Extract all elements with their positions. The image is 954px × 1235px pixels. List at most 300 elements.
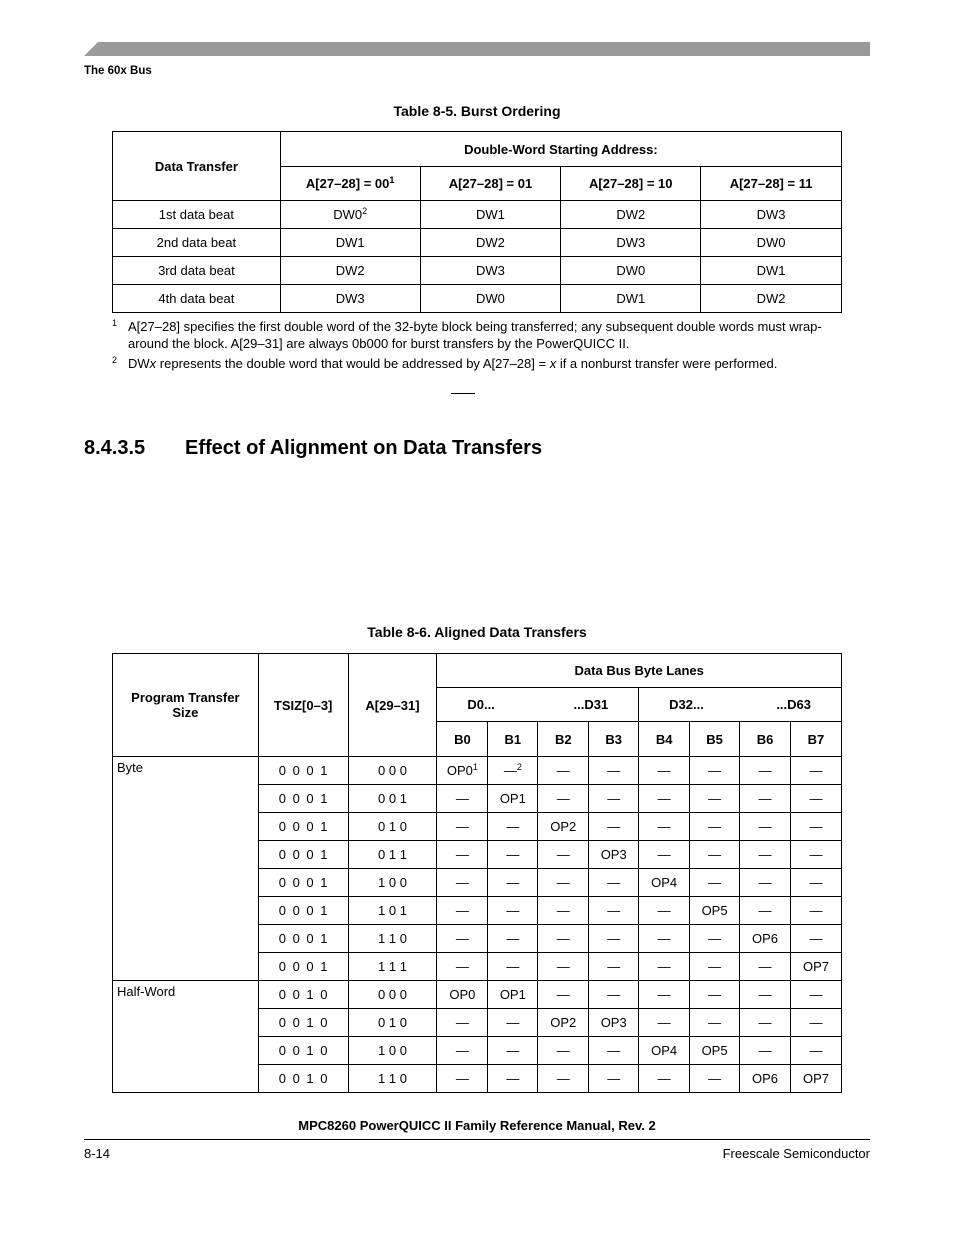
lane-cell-text: — <box>758 847 772 862</box>
lane-cell-text: — <box>607 959 621 974</box>
table-cell <box>561 257 701 285</box>
lane-cell-text: — <box>809 931 823 946</box>
lane-cell <box>488 869 538 897</box>
table-cell-text: DW1 <box>616 291 646 306</box>
lane-cell-text: OP5 <box>701 903 728 918</box>
transfer-size-label: Half-Word <box>113 981 259 1093</box>
lane-cell <box>538 1065 589 1093</box>
header-bar <box>84 42 870 56</box>
lane-cell <box>790 953 841 981</box>
tsiz-value: 0 0 0 1 <box>258 785 348 813</box>
lane-cell <box>589 813 639 841</box>
lane-cell <box>589 841 639 869</box>
burst-ordering-table <box>112 131 842 313</box>
lane-cell <box>790 897 841 925</box>
lane-cell-text: — <box>607 931 621 946</box>
lane-cell <box>740 897 791 925</box>
lane-cell <box>690 925 740 953</box>
lane-cell <box>639 869 690 897</box>
lane-cell-text: — <box>758 875 772 890</box>
lane-cell-text: — <box>809 791 823 806</box>
table-cell-text: DW0 <box>476 291 505 306</box>
byte-lane-header: B6 <box>740 722 791 757</box>
table-row <box>113 229 842 257</box>
table-cell <box>701 285 842 313</box>
lane-cell-text: — <box>809 1043 823 1058</box>
lane-cell-text: — <box>506 875 520 890</box>
table-row <box>113 285 842 313</box>
lane-cell <box>740 785 791 813</box>
lane-cell <box>538 925 589 953</box>
lane-cell <box>538 953 589 981</box>
page-number: 8-14 <box>84 1146 111 1161</box>
lane-cell <box>488 897 538 925</box>
lane-cell-text: — <box>758 959 772 974</box>
table-cell <box>561 229 701 257</box>
lane-cell <box>639 1037 690 1065</box>
lane-cell <box>639 1065 690 1093</box>
lane-cell-text: — <box>455 819 469 834</box>
lane-cell-text: — <box>607 875 621 890</box>
lane-cell <box>639 841 690 869</box>
lane-cell <box>538 841 589 869</box>
lane-cell <box>538 869 589 897</box>
lane-cell-text: — <box>455 1071 469 1086</box>
lane-cell <box>538 1037 589 1065</box>
lane-cell-text: — <box>758 763 772 778</box>
footer-divider <box>84 1139 870 1140</box>
lane-cell <box>790 1037 841 1065</box>
lane-cell <box>740 1065 791 1093</box>
footnote-ref: 1 <box>389 175 395 185</box>
table-cell <box>701 257 842 285</box>
tsiz-value: 0 0 0 1 <box>258 897 348 925</box>
address-value: 0 0 0 <box>348 981 437 1009</box>
range-end-label: ...D31 <box>573 697 609 712</box>
lane-cell <box>790 925 841 953</box>
table-cell <box>280 201 420 229</box>
tsiz-value: 0 0 0 1 <box>258 953 348 981</box>
table-cell-text: DW0 <box>333 207 363 222</box>
table-cell <box>420 257 561 285</box>
table-cell <box>420 201 561 229</box>
lane-cell-text: — <box>708 1015 722 1030</box>
footnote <box>112 318 842 352</box>
table-cell-text: DW3 <box>335 291 365 306</box>
lane-cell <box>488 841 538 869</box>
aligned-transfers-table <box>112 653 842 1093</box>
table-cell <box>280 229 420 257</box>
lane-cell-text: OP2 <box>550 819 577 834</box>
table-cell-text: DW1 <box>756 263 786 278</box>
row-label: 4th data beat <box>113 285 281 313</box>
lane-cell-text: OP2 <box>550 1015 577 1030</box>
lane-cell-text: — <box>809 819 823 834</box>
lane-cell-text: — <box>607 1071 621 1086</box>
table-cell <box>561 285 701 313</box>
table-cell <box>420 285 561 313</box>
lane-cell <box>740 925 791 953</box>
lane-cell-text: — <box>708 931 722 946</box>
lane-cell <box>538 897 589 925</box>
lane-cell-text: OP5 <box>701 1043 728 1058</box>
lane-cell <box>488 1065 538 1093</box>
lane-cell-text: — <box>809 763 823 778</box>
lane-cell <box>437 869 488 897</box>
byte-lane-header: B3 <box>589 722 639 757</box>
lane-cell-text: OP0 <box>446 763 473 778</box>
byte-lane-range-header <box>639 688 842 722</box>
address-value: 1 0 1 <box>348 897 437 925</box>
table-cell <box>420 229 561 257</box>
address-column-header-text: A[27–28] = 00 <box>305 176 390 191</box>
footnote-ref: 1 <box>472 762 478 772</box>
footer-manual-title: MPC8260 PowerQUICC II Family Reference Manual, Rev. 2 <box>298 1118 656 1133</box>
lane-cell-text: — <box>556 903 570 918</box>
lane-cell-text: OP3 <box>600 847 627 862</box>
lane-cell <box>639 813 690 841</box>
address-value: 0 0 1 <box>348 785 437 813</box>
lane-cell <box>488 813 538 841</box>
lane-cell <box>437 785 488 813</box>
lane-cell <box>639 1009 690 1037</box>
table-cell-text: DW3 <box>476 263 505 278</box>
lane-cell-text: — <box>455 1015 469 1030</box>
lane-cell <box>639 785 690 813</box>
lane-cell-text: — <box>708 1071 722 1086</box>
column-group-header: Data Bus Byte Lanes <box>437 654 842 688</box>
lane-cell-text: — <box>657 791 671 806</box>
lane-cell <box>690 813 740 841</box>
lane-cell-text: — <box>455 875 469 890</box>
lane-cell <box>639 757 690 785</box>
lane-cell-text: — <box>657 903 671 918</box>
lane-cell-text: — <box>758 987 772 1002</box>
lane-cell-text: — <box>708 875 722 890</box>
lane-cell <box>589 1009 639 1037</box>
table-cell-text: DW2 <box>616 207 646 222</box>
lane-cell-text: — <box>758 1015 772 1030</box>
lane-cell <box>790 1009 841 1037</box>
lane-cell-text: — <box>607 1043 621 1058</box>
table-cell-text: DW2 <box>756 291 786 306</box>
lane-cell-text: OP4 <box>651 875 678 890</box>
address-value: 1 1 0 <box>348 925 437 953</box>
lane-cell <box>437 925 488 953</box>
tsiz-value: 0 0 0 1 <box>258 869 348 897</box>
lane-cell-text: — <box>607 987 621 1002</box>
lane-cell <box>690 869 740 897</box>
lane-cell-text: — <box>455 791 469 806</box>
lane-cell-text: OP1 <box>499 987 526 1002</box>
lane-cell-text: OP6 <box>752 931 779 946</box>
address-value: 0 0 0 <box>348 757 437 785</box>
byte-lane-header: B2 <box>538 722 589 757</box>
lane-cell <box>639 897 690 925</box>
transfer-size-label: Byte <box>113 757 259 981</box>
byte-lane-header: B0 <box>437 722 488 757</box>
lane-cell-text: — <box>758 791 772 806</box>
byte-lane-header: B5 <box>690 722 740 757</box>
lane-cell <box>437 897 488 925</box>
lane-cell <box>690 785 740 813</box>
lane-cell-text: — <box>556 931 570 946</box>
lane-cell <box>589 953 639 981</box>
lane-cell <box>589 1037 639 1065</box>
footnote-number: 1 <box>112 318 118 328</box>
lane-cell-text: OP7 <box>802 1071 829 1086</box>
lane-cell-text: — <box>657 1015 671 1030</box>
lane-cell-text: — <box>506 959 520 974</box>
lane-cell <box>639 925 690 953</box>
byte-lane-header: B4 <box>639 722 690 757</box>
lane-cell <box>538 757 589 785</box>
column-header: Program Transfer Size <box>113 654 259 757</box>
range-start-label: D0... <box>467 697 495 712</box>
table-cell-text: DW1 <box>335 235 365 250</box>
lane-cell-text: — <box>607 763 621 778</box>
lane-cell-text: — <box>556 1043 570 1058</box>
lane-cell <box>790 813 841 841</box>
lane-cell-text: — <box>607 791 621 806</box>
lane-cell-text: — <box>556 875 570 890</box>
lane-cell-text: OP6 <box>752 1071 779 1086</box>
lane-cell-text: — <box>455 931 469 946</box>
lane-cell <box>690 841 740 869</box>
table-row <box>113 201 842 229</box>
tsiz-value: 0 0 1 0 <box>258 1037 348 1065</box>
lane-cell-text: — <box>556 791 570 806</box>
lane-cell <box>690 953 740 981</box>
table-row <box>113 981 842 1009</box>
address-column-header-text: A[27–28] = 10 <box>589 176 673 191</box>
table-row <box>113 257 842 285</box>
lane-cell <box>437 1009 488 1037</box>
tsiz-value: 0 0 0 1 <box>258 925 348 953</box>
lane-cell-text: — <box>607 819 621 834</box>
tsiz-value: 0 0 0 1 <box>258 841 348 869</box>
lane-cell <box>740 869 791 897</box>
range-start-label: D32... <box>669 697 704 712</box>
footnote <box>112 355 842 372</box>
column-group-header: Double-Word Starting Address: <box>280 132 841 167</box>
address-column-header <box>420 167 561 201</box>
lane-cell <box>589 1065 639 1093</box>
lane-cell <box>437 757 488 785</box>
range-end-label: ...D63 <box>776 697 811 712</box>
lane-cell <box>790 785 841 813</box>
table-cell-text: DW1 <box>476 207 505 222</box>
lane-cell <box>639 953 690 981</box>
lane-cell <box>488 785 538 813</box>
column-header: TSIZ[0–3] <box>258 654 348 757</box>
lane-cell-text: — <box>556 1071 570 1086</box>
lane-cell-text: OP0 <box>449 987 476 1002</box>
running-head: The 60x Bus <box>84 65 152 77</box>
lane-cell-text: — <box>708 819 722 834</box>
lane-cell-text: OP3 <box>600 1015 627 1030</box>
lane-cell-text: — <box>455 847 469 862</box>
lane-cell <box>488 757 538 785</box>
lane-cell <box>790 841 841 869</box>
lane-cell <box>589 757 639 785</box>
tsiz-value: 0 0 0 1 <box>258 813 348 841</box>
lane-cell-text: — <box>809 847 823 862</box>
lane-cell <box>740 953 791 981</box>
address-value: 0 1 0 <box>348 1009 437 1037</box>
lane-cell <box>690 757 740 785</box>
lane-cell-text: — <box>657 819 671 834</box>
lane-cell-text: — <box>708 763 722 778</box>
lane-cell-text: — <box>607 903 621 918</box>
lane-cell <box>437 953 488 981</box>
byte-lane-range-header <box>437 688 639 722</box>
lane-cell <box>690 1065 740 1093</box>
lane-cell <box>690 1009 740 1037</box>
lane-cell <box>740 1009 791 1037</box>
lane-cell <box>437 841 488 869</box>
lane-cell <box>790 1065 841 1093</box>
lane-cell <box>589 925 639 953</box>
column-header: Data Transfer <box>113 132 281 201</box>
lane-cell <box>488 1037 538 1065</box>
lane-cell-text: — <box>506 1043 520 1058</box>
lane-cell <box>690 897 740 925</box>
byte-lane-header: B1 <box>488 722 538 757</box>
lane-cell-text: — <box>758 819 772 834</box>
footnote-divider <box>451 393 475 394</box>
lane-cell <box>538 785 589 813</box>
lane-cell <box>589 897 639 925</box>
lane-cell <box>639 981 690 1009</box>
table-cell-text: DW3 <box>616 235 646 250</box>
tsiz-value: 0 0 1 0 <box>258 981 348 1009</box>
lane-cell-text: — <box>455 1043 469 1058</box>
lane-cell <box>488 981 538 1009</box>
footnote-text: A[27–28] specifies the first double word of the 32-byte block being transferred; any subsequent double words must wrap-around the block. A[29–31] are always 0b000 for burst transfers by the PowerQUICC II. <box>128 319 822 351</box>
address-column-header-text: A[27–28] = 01 <box>448 176 533 191</box>
lane-cell-text: — <box>506 903 520 918</box>
lane-cell-text: — <box>657 1071 671 1086</box>
lane-cell <box>790 981 841 1009</box>
lane-cell-text: — <box>809 875 823 890</box>
table-cell <box>701 201 842 229</box>
address-value: 1 0 0 <box>348 1037 437 1065</box>
lane-cell <box>488 1009 538 1037</box>
address-value: 1 1 1 <box>348 953 437 981</box>
address-value: 0 1 0 <box>348 813 437 841</box>
table-cell <box>701 229 842 257</box>
table-cell-text: DW0 <box>756 235 786 250</box>
column-header: A[29–31] <box>348 654 437 757</box>
lane-cell-text: — <box>455 959 469 974</box>
address-value: 0 1 1 <box>348 841 437 869</box>
lane-cell <box>538 981 589 1009</box>
lane-cell <box>740 757 791 785</box>
lane-cell <box>437 1065 488 1093</box>
footnote-ref: 2 <box>362 206 368 216</box>
address-value: 1 1 0 <box>348 1065 437 1093</box>
lane-cell <box>740 981 791 1009</box>
lane-cell <box>790 869 841 897</box>
lane-cell <box>538 813 589 841</box>
lane-cell <box>437 1037 488 1065</box>
lane-cell-text: — <box>556 847 570 862</box>
lane-cell-text: — <box>708 987 722 1002</box>
footnote-ref: 2 <box>516 762 522 772</box>
table-cell-text: DW3 <box>756 207 786 222</box>
lane-cell-text: — <box>506 1071 520 1086</box>
lane-cell <box>690 981 740 1009</box>
address-value: 1 0 0 <box>348 869 437 897</box>
lane-cell <box>740 1037 791 1065</box>
lane-cell-text: — <box>556 959 570 974</box>
lane-cell-text: — <box>657 959 671 974</box>
lane-cell-text: — <box>556 763 570 778</box>
lane-cell-text: — <box>809 987 823 1002</box>
lane-cell <box>589 981 639 1009</box>
lane-cell <box>437 981 488 1009</box>
lane-cell-text: — <box>657 931 671 946</box>
table-cell <box>280 257 420 285</box>
table-cell-text: DW2 <box>476 235 505 250</box>
table-caption: Table 8-5. Burst Ordering <box>393 103 561 119</box>
address-column-header <box>280 167 420 201</box>
lane-cell <box>790 757 841 785</box>
lane-cell-text: — <box>708 959 722 974</box>
lane-cell-text: — <box>708 791 722 806</box>
address-column-header-text: A[27–28] = 11 <box>729 176 813 191</box>
table-cell <box>280 285 420 313</box>
lane-cell-text: — <box>758 903 772 918</box>
lane-cell <box>740 841 791 869</box>
lane-cell <box>740 813 791 841</box>
lane-cell-text: — <box>758 1043 772 1058</box>
section-heading <box>84 437 542 460</box>
row-label: 2nd data beat <box>113 229 281 257</box>
table-row <box>113 757 842 785</box>
lane-cell <box>437 813 488 841</box>
lane-cell <box>538 1009 589 1037</box>
section-title: Effect of Alignment on Data Transfers <box>185 437 543 459</box>
lane-cell-text: — <box>506 847 520 862</box>
lane-cell-text: — <box>455 903 469 918</box>
lane-cell <box>589 785 639 813</box>
lane-cell-text: — <box>657 847 671 862</box>
lane-cell-text: — <box>503 763 517 778</box>
lane-cell-text: OP7 <box>802 959 829 974</box>
lane-cell <box>488 925 538 953</box>
tsiz-value: 0 0 0 1 <box>258 757 348 785</box>
lane-cell-text: — <box>506 931 520 946</box>
footnote-number: 2 <box>112 355 118 365</box>
lane-cell-text: — <box>657 763 671 778</box>
row-label: 1st data beat <box>113 201 281 229</box>
address-column-header <box>701 167 842 201</box>
lane-cell-text: OP1 <box>499 791 526 806</box>
lane-cell-text: — <box>506 819 520 834</box>
tsiz-value: 0 0 1 0 <box>258 1065 348 1093</box>
lane-cell <box>589 869 639 897</box>
lane-cell-text: — <box>809 903 823 918</box>
footer-company: Freescale Semiconductor <box>722 1146 870 1161</box>
section-number: 8.4.3.5 <box>84 437 146 459</box>
lane-cell-text: — <box>506 1015 520 1030</box>
lane-cell-text: — <box>556 987 570 1002</box>
footnote-text: DWx represents the double word that would be addressed by A[27–28] = x if a nonburst transfer were performed. <box>128 356 778 371</box>
lane-cell-text: OP4 <box>651 1043 678 1058</box>
tsiz-value: 0 0 1 0 <box>258 1009 348 1037</box>
